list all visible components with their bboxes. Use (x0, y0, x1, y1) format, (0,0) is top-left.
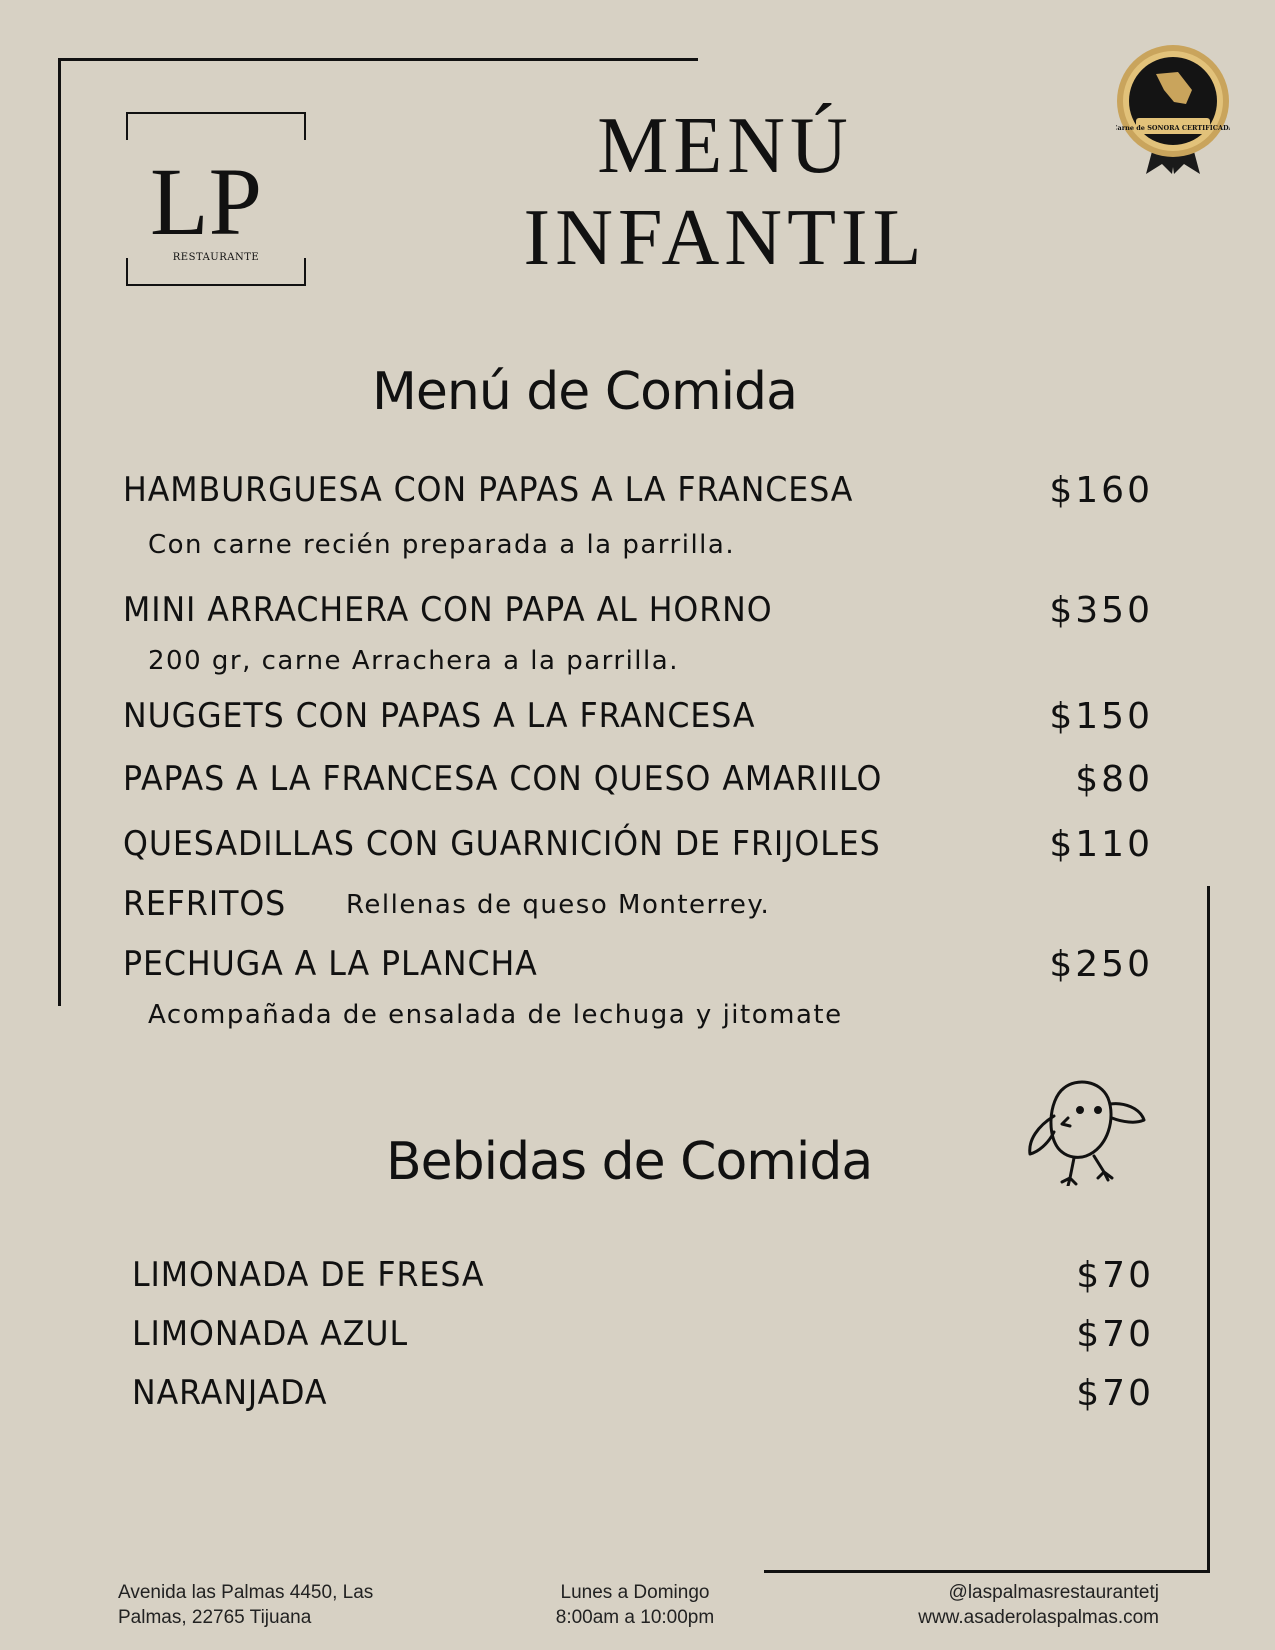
drink-item-name: LIMONADA DE FRESA (132, 1255, 485, 1295)
drink-item-price: $70 (1076, 1255, 1154, 1296)
menu-item-description: Rellenas de queso Monterrey. (346, 890, 771, 920)
menu-item-name: QUESADILLAS CON GUARNICIÓN DE FRIJOLES (123, 824, 881, 864)
menu-item-price: $150 (1049, 696, 1153, 737)
drink-item-name: NARANJADA (132, 1373, 328, 1413)
address-line-1: Avenida las Palmas 4450, Las (118, 1582, 374, 1603)
menu-item-price: $110 (1049, 824, 1153, 865)
menu-item (123, 590, 1153, 630)
drink-item (132, 1314, 1154, 1354)
seal-text: Carne de SONORA CERTIFICADA (1116, 124, 1230, 132)
menu-item-name: PAPAS A LA FRANCESA CON QUESO AMARIILO (123, 759, 883, 799)
hours-line-1: Lunes a Domingo (560, 1582, 710, 1603)
frame-top-line (58, 58, 698, 61)
drink-item-price: $70 (1076, 1373, 1154, 1414)
footer-address (118, 1580, 373, 1630)
menu-item-price: $350 (1049, 590, 1153, 631)
drinks-section-heading: Bebidas de Comida (386, 1132, 873, 1192)
drink-item-price: $70 (1076, 1314, 1154, 1355)
logo-subtitle: RESTAURANTE (172, 252, 260, 263)
menu-item (123, 759, 1153, 799)
menu-item-name: NUGGETS CON PAPAS A LA FRANCESA (123, 696, 756, 736)
frame-right-line (1207, 886, 1210, 1572)
page-title (420, 100, 1030, 284)
menu-item-description: Con carne recién preparada a la parrilla. (148, 530, 736, 560)
drink-item (132, 1373, 1154, 1413)
address-line-2: Palmas, 22765 Tijuana (118, 1607, 312, 1628)
menu-item-name: MINI ARRACHERA CON PAPA AL HORNO (123, 590, 773, 630)
menu-item-name-line2: REFRITOS (123, 884, 287, 924)
social-handle[interactable]: @laspalmasrestaurantetj (948, 1582, 1159, 1603)
footer-hours (540, 1580, 730, 1630)
menu-item-name: PECHUGA A LA PLANCHA (123, 944, 538, 984)
svg-text:LP: LP (149, 148, 263, 252)
restaurant-logo (126, 112, 306, 286)
menu-item-description: Acompañada de ensalada de lechuga y jitomate (148, 1000, 843, 1030)
drink-item-name: LIMONADA AZUL (132, 1314, 409, 1354)
menu-item (123, 824, 1153, 864)
menu-item (123, 470, 1153, 510)
menu-item-price: $250 (1049, 944, 1153, 985)
menu-item-price: $160 (1049, 470, 1153, 511)
menu-item (123, 944, 1153, 984)
footer-contact (918, 1580, 1159, 1630)
food-section-heading: Menú de Comida (372, 362, 797, 422)
menu-item-name: HAMBURGUESA CON PAPAS A LA FRANCESA (123, 470, 854, 510)
menu-item-description: 200 gr, carne Arrachera a la parrilla. (148, 646, 679, 676)
carne-sonora-seal (1116, 44, 1230, 174)
drink-item (132, 1255, 1154, 1295)
website-link[interactable]: www.asaderolaspalmas.com (918, 1607, 1159, 1628)
frame-left-line (58, 58, 61, 1006)
logo-monogram (126, 112, 306, 252)
title-line-2: INFANTIL (523, 194, 927, 282)
title-line-1: MENÚ (597, 102, 853, 190)
menu-item (123, 696, 1153, 736)
chick-illustration (1024, 1074, 1150, 1186)
frame-bottom-line (764, 1570, 1210, 1573)
hours-line-2: 8:00am a 10:00pm (555, 1607, 715, 1628)
menu-item-price: $80 (1075, 759, 1153, 800)
